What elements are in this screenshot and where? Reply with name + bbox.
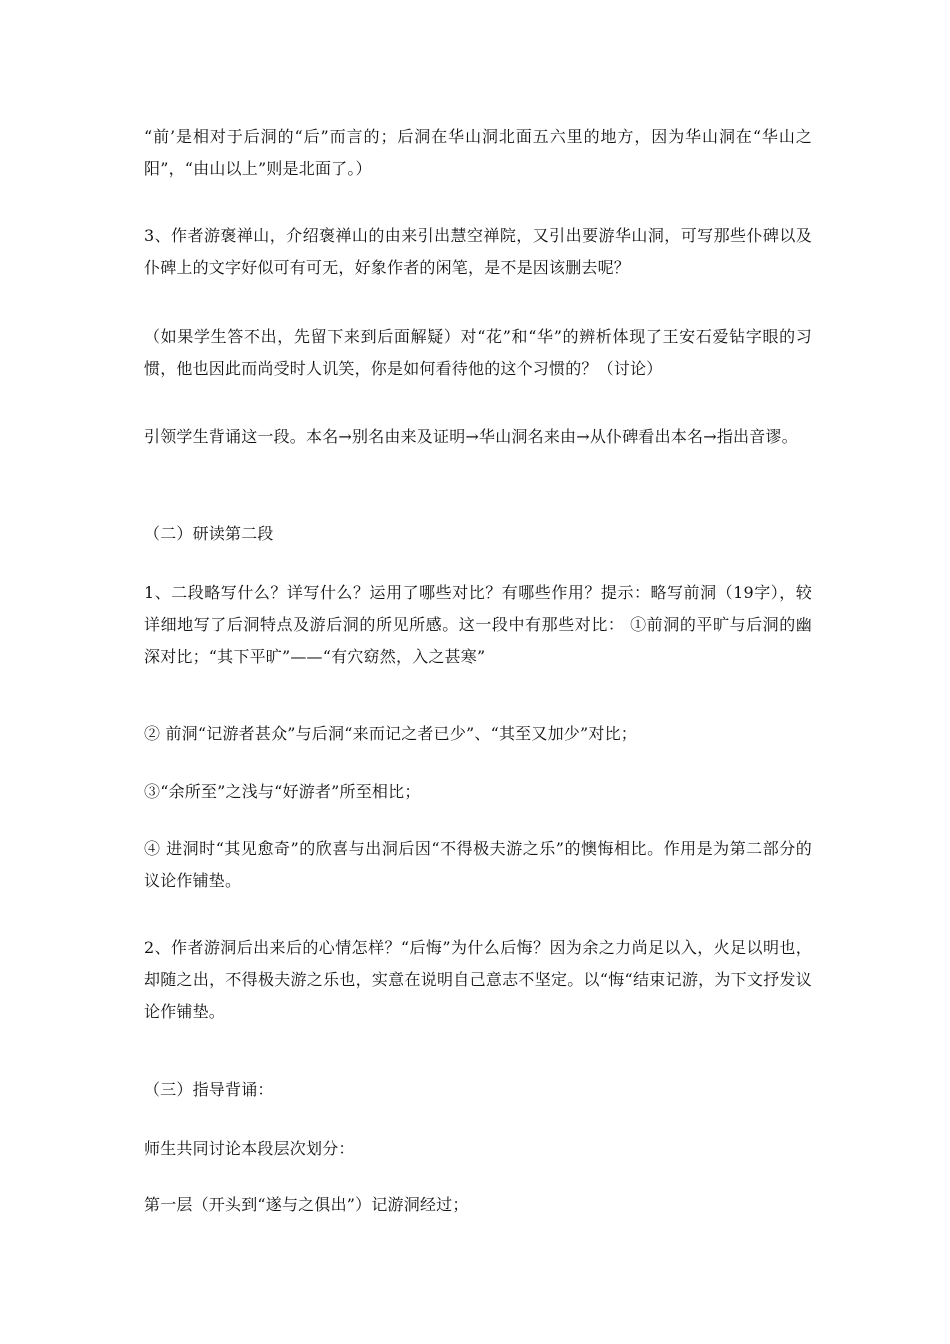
paragraph-4: 引领学生背诵这一段。本名→别名由来及证明→华山洞名来由→从仆碑看出本名→指出音谬。 xyxy=(144,427,798,446)
paragraph-7: ③“余所至”之浅与“好游者”所至相比； xyxy=(144,782,421,801)
paragraph-5: 1、二段略写什么？详写什么？运用了哪些对比？有哪些作用？提示：略写前洞（19字），较详细地写了后洞特点及游后洞的所见所感。这一段中有那些对比： ①前洞的平旷与后洞的幽深对比；“其下平旷”——“有穴窈然，入之甚寒” xyxy=(144,583,812,666)
section-heading-2: （二）研读第二段 xyxy=(144,524,274,543)
paragraph-10: 师生共同讨论本段层次划分： xyxy=(144,1139,355,1158)
section-heading-3: （三）指导背诵： xyxy=(144,1080,274,1099)
paragraph-1: “前’是相对于后洞的“后”而言的；后洞在华山洞北面五六里的地方，因为华山洞在“华山之阳”，“由山以上”则是北面了。） xyxy=(144,127,812,178)
paragraph-11: 第一层（开头到“遂与之俱出”）记游洞经过； xyxy=(144,1195,469,1214)
paragraph-8: ④ 进洞时“其见愈奇”的欣喜与出洞后因“不得极夫游之乐”的懊悔相比。作用是为第二部分的议论作铺垫。 xyxy=(144,839,812,890)
paragraph-3: （如果学生答不出，先留下来到后面解疑）对“花”和“华”的辨析体现了王安石爱钻字眼的习惯，他也因此而尚受时人讥笑，你是如何看待他的这个习惯的？（讨论） xyxy=(144,327,812,378)
paragraph-6: ② 前洞“记游者甚众”与后洞“来而记之者已少”、“其至又加少”对比； xyxy=(144,724,637,743)
paragraph-2: 3、作者游褒禅山，介绍褒禅山的由来引出慧空禅院，又引出要游华山洞，可写那些仆碑以及仆碑上的文字好似可有可无，好象作者的闲笔，是不是因该删去呢？ xyxy=(144,226,812,277)
paragraph-9: 2、作者游洞后出来后的心情怎样？“后悔”为什么后悔？因为余之力尚足以入，火足以明也，却随之出，不得极夫游之乐也，实意在说明自己意志不坚定。以“悔“结束记游，为下文抒发议论作铺垫。 xyxy=(144,938,812,1021)
